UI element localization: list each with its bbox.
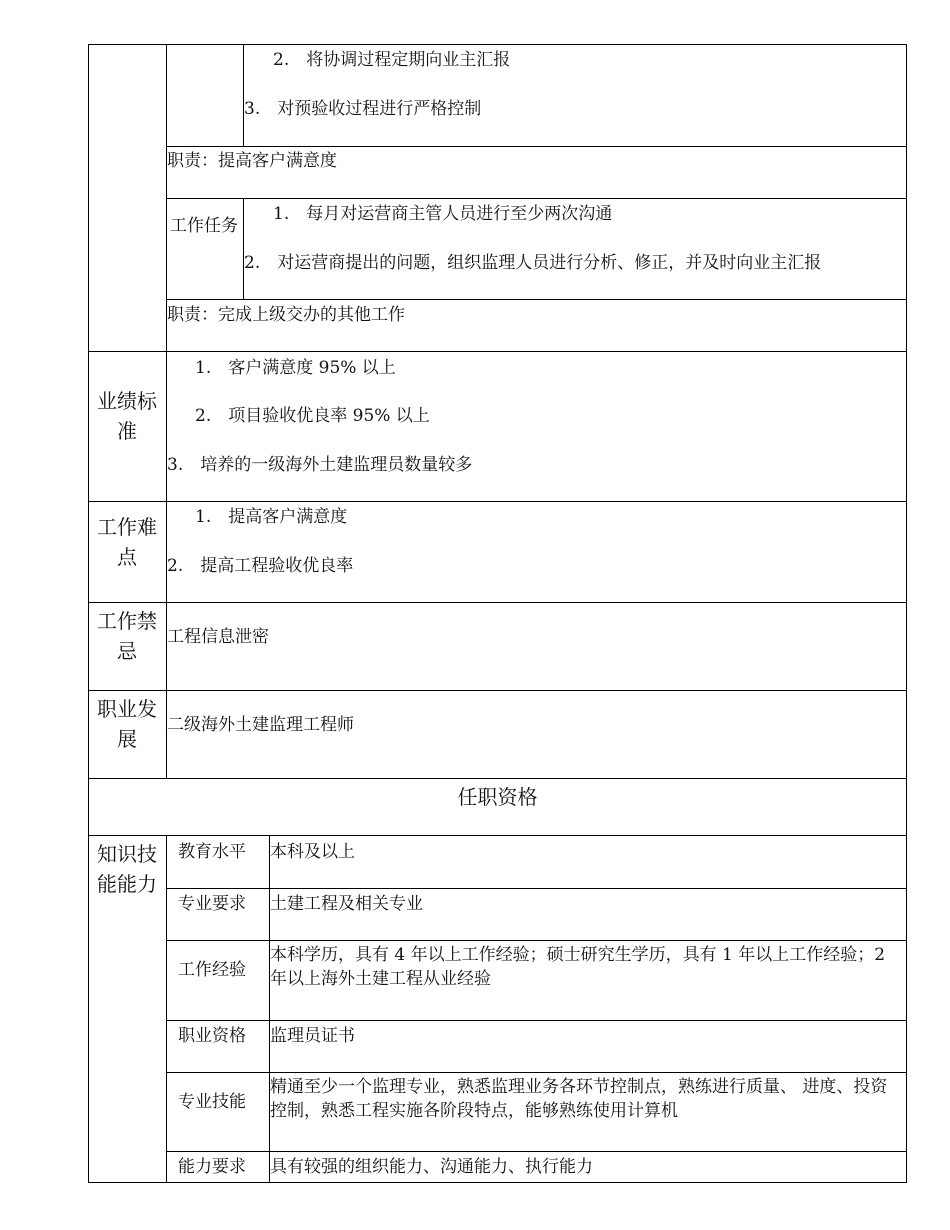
rule xyxy=(88,690,907,691)
rule xyxy=(88,501,907,502)
qualification-title: 任职资格 xyxy=(457,785,538,809)
qualification-value: 本科及以上 xyxy=(270,842,355,862)
taboo-label: 工作禁忌 xyxy=(97,609,157,663)
career-label: 职业发展 xyxy=(97,697,157,751)
qualification-label: 专业要求 xyxy=(178,894,246,914)
rule xyxy=(166,198,907,199)
qualification-value: 本科学历，具有 4 年以上工作经验；硕士研究生学历，具有 1 年以上工作经验；2 年以上海外土建工程从业经验 xyxy=(270,945,886,989)
rule xyxy=(166,888,907,889)
qualification-value: 土建工程及相关专业 xyxy=(270,894,423,914)
rule xyxy=(243,198,244,299)
difficulty-label: 工作难点 xyxy=(97,515,157,569)
task-label: 工作任务 xyxy=(170,216,238,236)
rule xyxy=(166,146,907,147)
rule xyxy=(88,778,907,779)
taboo-text: 工程信息泄密 xyxy=(167,627,269,647)
task-item: 2. 将协调过程定期向业主汇报 xyxy=(273,50,511,70)
qualification-label: 专业技能 xyxy=(178,1092,246,1112)
qualification-value: 监理员证书 xyxy=(270,1026,355,1046)
rule xyxy=(88,602,907,603)
performance-item: 1. 客户满意度 95% 以上 xyxy=(195,358,396,378)
rule xyxy=(166,1020,907,1021)
performance-item: 3. 培养的一级海外土建监理员数量较多 xyxy=(167,455,473,475)
task-item: 2. 对运营商提出的问题，组织监理人员进行分析、修正，并及时向业主汇报 xyxy=(244,253,822,273)
difficulty-item: 1. 提高客户满意度 xyxy=(195,507,348,527)
qualification-label: 职业资格 xyxy=(178,1026,246,1046)
job-description-table xyxy=(88,44,907,1183)
rule xyxy=(88,351,907,352)
rule xyxy=(269,835,270,1183)
qualification-value: 精通至少一个监理专业，熟悉监理业务各环节控制点，熟练进行质量、 进度、投资控制，熟悉工程实施各阶段特点，能够熟练使用计算机 xyxy=(270,1077,888,1121)
rule xyxy=(166,299,907,300)
qualification-value: 具有较强的组织能力、沟通能力、执行能力 xyxy=(270,1157,593,1177)
qualification-label: 能力要求 xyxy=(178,1157,246,1177)
duty-title: 职责：完成上级交办的其他工作 xyxy=(167,305,405,325)
performance-label: 业绩标准 xyxy=(97,389,157,443)
difficulty-item: 2. 提高工程验收优良率 xyxy=(167,556,354,576)
rule xyxy=(166,1072,907,1073)
duty-title: 职责：提高客户满意度 xyxy=(167,151,337,171)
performance-item: 2. 项目验收优良率 95% 以上 xyxy=(195,406,430,426)
rule xyxy=(166,835,167,1183)
rule xyxy=(166,1151,907,1152)
rule xyxy=(166,940,907,941)
task-item: 3. 对预验收过程进行严格控制 xyxy=(244,99,482,119)
task-item: 1. 每月对运营商主管人员进行至少两次沟通 xyxy=(273,204,613,224)
rule xyxy=(243,44,244,146)
qualification-label: 教育水平 xyxy=(178,842,246,862)
qualification-label: 工作经验 xyxy=(178,960,246,980)
rule xyxy=(88,835,907,836)
career-text: 二级海外土建监理工程师 xyxy=(167,715,354,735)
qualification-category: 知识技能能力 xyxy=(97,842,157,896)
